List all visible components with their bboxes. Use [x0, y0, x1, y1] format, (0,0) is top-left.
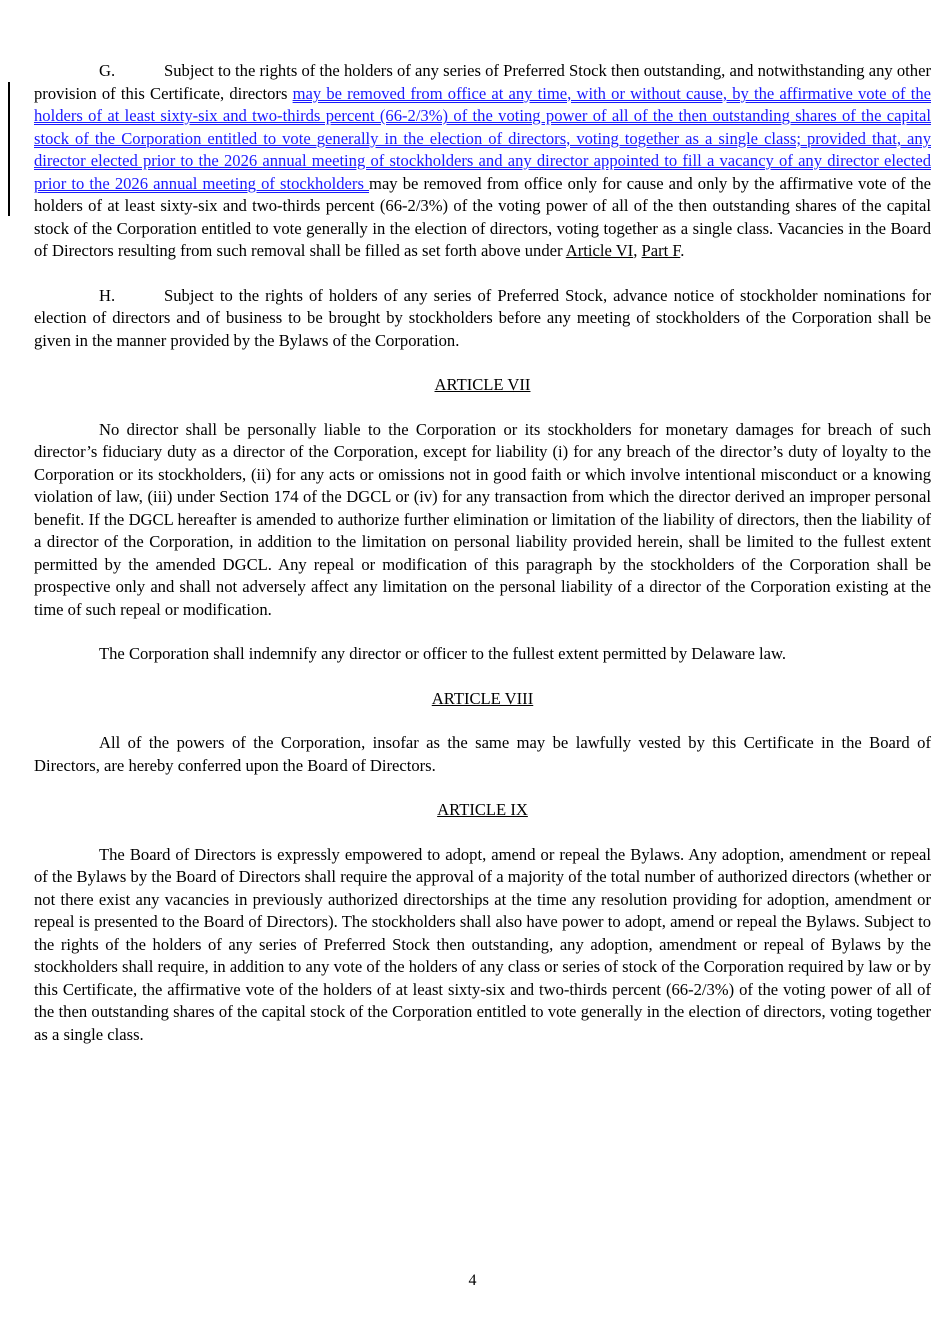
document-page — [34, 60, 931, 1046]
page-number: 4 — [468, 1272, 477, 1289]
article-vii-heading-text: ARTICLE VII — [434, 375, 531, 394]
article-vii-heading — [34, 374, 931, 397]
revision-change-bar — [8, 82, 10, 216]
section-g-text-before: Subject to the rights of the holders of any series of Preferred Stock then outstanding, and notwithstanding any other provision of this Certificate, directors — [34, 61, 931, 103]
reference-separator: , — [633, 241, 642, 260]
section-g-end: . — [680, 241, 685, 260]
section-g-text-after: may be removed from office only for cause and only by the affirmative vote of the holders of at least sixty-six and two-thirds percent (66-2/3%) of the voting power of all of the then outstanding shares of the capital stock of the Corporation entitled to vote generally in the election of directors, voting together as a single class. Vacancies in the Board of Directors resulting from such removal shall be filled as set forth above under — [34, 173, 931, 260]
section-g-paragraph — [34, 60, 931, 263]
article-vi-reference: Article VI — [565, 241, 634, 260]
article-ix-heading — [34, 799, 931, 822]
article-vii-paragraph-2: The Corporation shall indemnify any director or officer to the fullest extent permitted by Delaware law. — [99, 644, 787, 663]
article-vii-paragraph-1: No director shall be personally liable to the Corporation or its stockholders for monetary damages for breach of such director’s fiduciary duty as a director of the Corporation, except for liability (i) for any breach of the director’s duty of loyalty to the Corporation or its stockholders, (ii) for any acts or omissions not in good faith or which involve intentional misconduct or a knowing violation of law, (iii) under Section 174 of the DGCL or (iv) for any transaction from which the director derived an improper personal benefit. If the DGCL hereafter is amended to authorize further elimination or limitation of the liability of directors, then the liability of a director of the Corporation, in addition to the limitation on personal liability provided herein, shall be limited to the fullest extent permitted by the amended DGCL. Any repeal or modification of this paragraph by the stockholders of the Corporation shall be prospective only and shall not adversely affect any limitation on the personal liability of a director of the Corporation existing at the time of such repeal or modification. — [34, 419, 931, 619]
section-g-inserted-text: may be removed from office at any time, with or without cause, by the affirmative vote of the holders of at least sixty-six and two-thirds percent (66-2/3%) of the voting power of all of the then outstanding shares of the capital stock of the Corporation entitled to vote generally in the election of directors, voting together as a single class; provided that, any director elected prior to the 2026 annual meeting of stockholders and any director appointed to fill a vacancy of any director elected prior to the 2026 annual meeting of stockholders — [34, 83, 931, 193]
section-g-label: G. — [99, 61, 116, 80]
section-h-label: H. — [99, 285, 116, 305]
article-viii-heading-text: ARTICLE VIII — [431, 688, 534, 708]
part-f-reference: Part F — [641, 241, 681, 260]
section-h-paragraph — [34, 285, 931, 353]
section-h-text: Subject to the rights of holders of any series of Preferred Stock, advance notice of stockholder nominations for election of directors and of business to be brought by stockholders before any meeting of stockholders of the Corporation shall be given in the manner provided by the Bylaws of the Corporation. — [34, 285, 931, 350]
article-ix-paragraph: The Board of Directors is expressly empowered to adopt, amend or repeal the Bylaws. Any adoption, amendment or repeal of the Bylaws by the Board of Directors shall require the approval of a majority of the total number of authorized directors (whether or not there exist any vacancies in previously authorized directorships at the time any resolution providing for adoption, amendment or repeal is presented to the Board of Directors). The stockholders shall also have power to adopt, amend or repeal the Bylaws. Subject to the rights of the holders of any series of Preferred Stock then outstanding, any adoption, amendment or repeal of Bylaws by the stockholders shall require, in addition to any vote of the holders of any class or series of stock of the Corporation required by law or by this Certificate, the affirmative vote of the holders of at least sixty-six and two-thirds percent (66-2/3%) of the voting power of all of the then outstanding shares of the capital stock of the Corporation entitled to vote generally in the election of directors, voting together as a single class. — [34, 844, 931, 1044]
article-viii-heading — [34, 688, 931, 711]
article-ix-heading-text: ARTICLE IX — [437, 800, 528, 819]
article-viii-paragraph: All of the powers of the Corporation, insofar as the same may be lawfully vested by this Certificate in the Board of Directors, are hereby conferred upon the Board of Directors. — [34, 733, 931, 775]
